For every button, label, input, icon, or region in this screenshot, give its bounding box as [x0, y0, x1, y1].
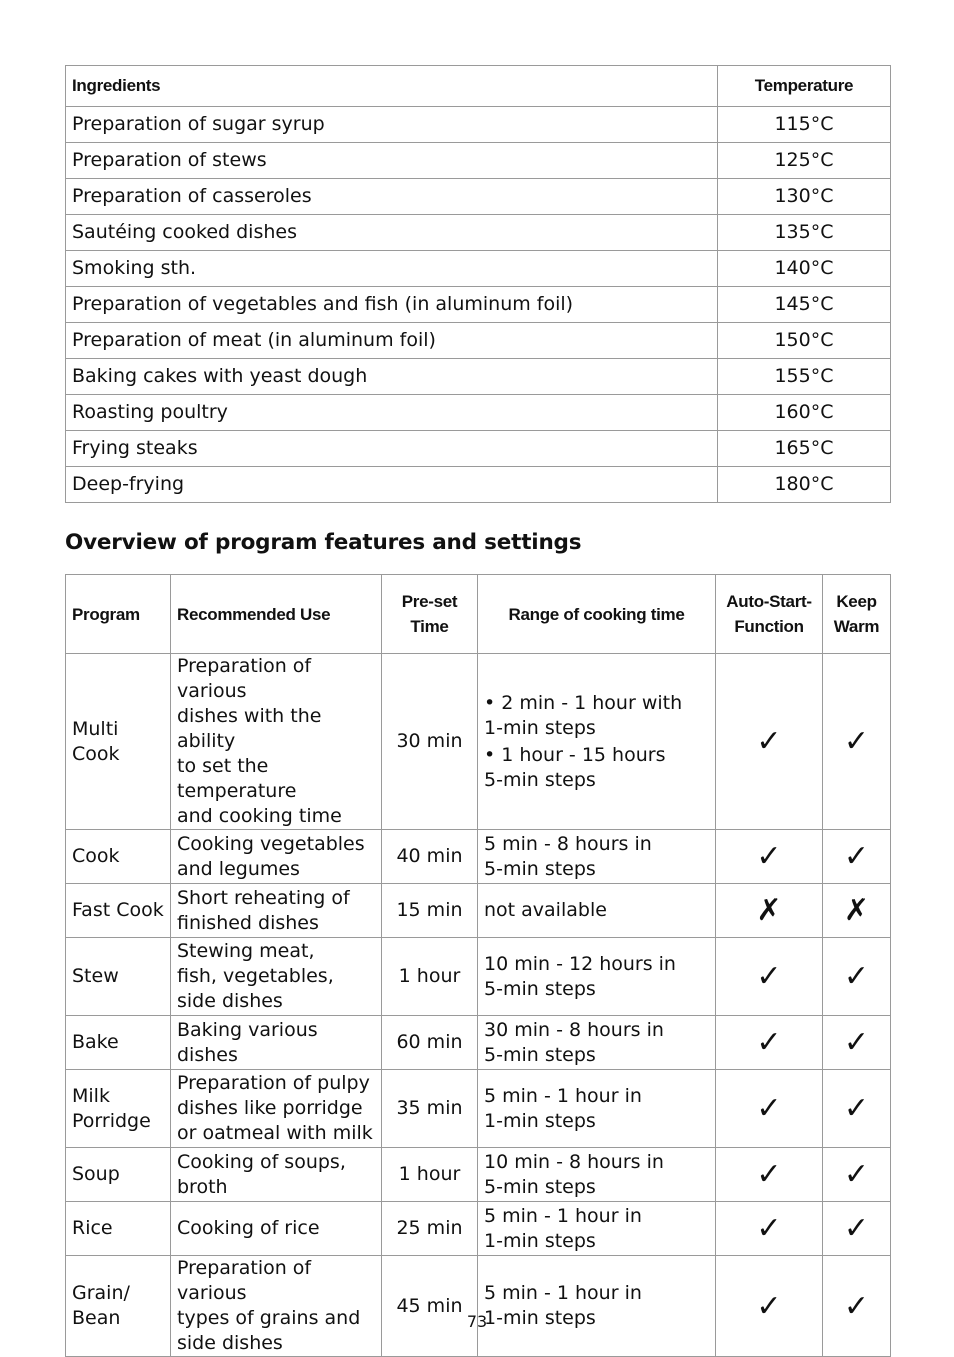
temperature-cell: 165°C: [718, 431, 891, 467]
program-cell: [66, 1256, 171, 1357]
header-keep-warm-line: Warm: [833, 617, 880, 636]
use-cell: [171, 654, 382, 830]
program-cell: Fast Cook: [66, 884, 171, 938]
use-cell: [171, 938, 382, 1016]
table-row: [66, 251, 891, 287]
table-row: [66, 938, 891, 1016]
cross-icon: ✗: [716, 884, 823, 938]
header-preset-line: Pre-set: [401, 592, 458, 611]
use-line: and legumes: [177, 857, 300, 880]
range-cell: [478, 938, 716, 1016]
check-icon: ✓: [823, 1256, 891, 1357]
range-line: 10 min - 12 hours in: [484, 952, 676, 975]
range-cell: [478, 1256, 716, 1357]
temperature-cell: 130°C: [718, 179, 891, 215]
time-cell: 25 min: [382, 1202, 478, 1256]
table-row: [66, 1070, 891, 1148]
header-keep-warm-line: Keep: [836, 592, 877, 611]
table-row: [66, 143, 891, 179]
check-icon: ✓: [823, 938, 891, 1016]
temperature-cell: 125°C: [718, 143, 891, 179]
time-cell: 60 min: [382, 1016, 478, 1070]
range-line: 5 min - 1 hour in: [484, 1282, 642, 1304]
range-cell: [478, 654, 716, 830]
use-line: dishes like porridge: [177, 1097, 363, 1119]
range-line: 5-min steps: [484, 768, 596, 791]
ingredient-cell: Preparation of meat (in aluminum foil): [66, 323, 718, 359]
program-cell: Rice: [66, 1202, 171, 1256]
range-line: 1-min steps: [484, 716, 596, 739]
temperature-cell: 160°C: [718, 395, 891, 431]
ingredient-cell: Sautéing cooked dishes: [66, 215, 718, 251]
use-line: Preparation of various: [177, 655, 312, 702]
table-row: [66, 179, 891, 215]
table-row: [66, 1016, 891, 1070]
program-cell: [66, 1070, 171, 1148]
use-line: fish, vegetables,: [177, 965, 334, 987]
header-auto-start-line: Auto-Start-: [726, 592, 812, 611]
table-row: [66, 215, 891, 251]
time-cell: 30 min: [382, 654, 478, 830]
program-cell: Soup: [66, 1148, 171, 1202]
program-line: Bean: [72, 1307, 121, 1329]
table-row: [66, 395, 891, 431]
range-line: 5-min steps: [484, 1043, 596, 1066]
program-line: Cook: [72, 742, 120, 765]
use-cell: [171, 1070, 382, 1148]
use-line: types of grains and: [177, 1307, 361, 1329]
use-line: and cooking time: [177, 805, 342, 827]
range-cell: not available: [478, 884, 716, 938]
check-icon: ✓: [823, 1202, 891, 1256]
program-table-header: [66, 575, 891, 654]
use-line: finished dishes: [177, 911, 319, 934]
ingredient-cell: Preparation of vegetables and fish (in aluminum foil): [66, 287, 718, 323]
use-cell: Cooking of rice: [171, 1202, 382, 1256]
time-cell: 35 min: [382, 1070, 478, 1148]
use-cell: [171, 1148, 382, 1202]
ingredient-cell: Deep-frying: [66, 467, 718, 503]
header-keep-warm: [823, 575, 891, 654]
range-line: 30 min - 8 hours in: [484, 1018, 664, 1041]
check-icon: ✓: [716, 1256, 823, 1357]
range-line: • 1 hour - 15 hours: [484, 743, 666, 766]
check-icon: ✓: [716, 654, 823, 830]
program-line: Milk: [72, 1084, 110, 1107]
range-line: 1-min steps: [484, 1307, 596, 1329]
check-icon: ✓: [823, 1070, 891, 1148]
cross-icon: ✗: [823, 884, 891, 938]
use-line: broth: [177, 1175, 228, 1198]
range-cell: [478, 1148, 716, 1202]
table-row: [66, 107, 891, 143]
range-line: 5 min - 1 hour in: [484, 1204, 642, 1227]
range-line: 1-min steps: [484, 1229, 596, 1252]
check-icon: ✓: [716, 830, 823, 884]
check-icon: ✓: [716, 938, 823, 1016]
check-icon: ✓: [716, 1016, 823, 1070]
use-line: Preparation of pulpy: [177, 1072, 370, 1094]
table-row: [66, 830, 891, 884]
range-line: 5 min - 8 hours in: [484, 832, 652, 855]
ingredient-cell: Preparation of casseroles: [66, 179, 718, 215]
range-bullet: [484, 743, 709, 793]
use-cell: [171, 1256, 382, 1357]
ingredient-cell: Roasting poultry: [66, 395, 718, 431]
program-line: Multi: [72, 717, 119, 740]
use-cell: [171, 884, 382, 938]
table-row: [66, 323, 891, 359]
use-line: Stewing meat,: [177, 940, 315, 962]
temperature-cell: 135°C: [718, 215, 891, 251]
ingredient-cell: Smoking sth.: [66, 251, 718, 287]
ingredient-cell: Preparation of stews: [66, 143, 718, 179]
header-program: Program: [66, 575, 171, 654]
range-line: 5-min steps: [484, 1175, 596, 1198]
time-cell: 40 min: [382, 830, 478, 884]
table-row: [66, 1256, 891, 1357]
range-cell: [478, 1016, 716, 1070]
table-row: [66, 1202, 891, 1256]
header-preset-time: [382, 575, 478, 654]
use-cell: Baking various dishes: [171, 1016, 382, 1070]
check-icon: ✓: [823, 1016, 891, 1070]
table-row: [66, 467, 891, 503]
range-line: 5 min - 1 hour in: [484, 1084, 642, 1107]
use-line: or oatmeal with milk: [177, 1122, 373, 1144]
program-cell: Bake: [66, 1016, 171, 1070]
temperature-cell: 115°C: [718, 107, 891, 143]
section-title: Overview of program features and settings: [65, 530, 582, 555]
range-line: • 2 min - 1 hour with: [484, 691, 683, 714]
header-auto-start-line: Function: [734, 617, 804, 636]
table-row: [66, 431, 891, 467]
temperature-table: [65, 65, 891, 503]
program-cell: [66, 654, 171, 830]
use-line: dishes with the ability: [177, 705, 322, 752]
table-row: [66, 287, 891, 323]
check-icon: ✓: [823, 1148, 891, 1202]
ingredient-cell: Preparation of sugar syrup: [66, 107, 718, 143]
header-ingredients: Ingredients: [66, 66, 718, 107]
range-line: 10 min - 8 hours in: [484, 1150, 664, 1173]
time-cell: 1 hour: [382, 938, 478, 1016]
ingredient-cell: Frying steaks: [66, 431, 718, 467]
program-line: Porridge: [72, 1109, 151, 1132]
time-cell: 1 hour: [382, 1148, 478, 1202]
table-row: [66, 654, 891, 830]
use-line: Cooking of soups,: [177, 1150, 346, 1173]
use-line: side dishes: [177, 990, 283, 1012]
range-cell: [478, 830, 716, 884]
temperature-cell: 145°C: [718, 287, 891, 323]
table-row: [66, 359, 891, 395]
header-range: Range of cooking time: [478, 575, 716, 654]
temperature-cell: 150°C: [718, 323, 891, 359]
header-preset-line: Time: [410, 617, 449, 636]
header-temperature: Temperature: [718, 66, 891, 107]
check-icon: ✓: [716, 1070, 823, 1148]
use-cell: [171, 830, 382, 884]
use-line: to set the temperature: [177, 755, 297, 802]
table-row: [66, 884, 891, 938]
check-icon: ✓: [823, 830, 891, 884]
time-cell: 15 min: [382, 884, 478, 938]
table-row: [66, 1148, 891, 1202]
program-line: Grain/: [72, 1282, 130, 1304]
header-auto-start: [716, 575, 823, 654]
check-icon: ✓: [823, 654, 891, 830]
use-line: Cooking vegetables: [177, 832, 365, 855]
range-cell: [478, 1070, 716, 1148]
range-line: 5-min steps: [484, 977, 596, 1000]
ingredient-cell: Baking cakes with yeast dough: [66, 359, 718, 395]
program-cell: Cook: [66, 830, 171, 884]
time-cell: 45 min: [382, 1256, 478, 1357]
use-line: Short reheating of: [177, 886, 350, 909]
program-cell: Stew: [66, 938, 171, 1016]
range-line: 5-min steps: [484, 857, 596, 880]
temperature-cell: 155°C: [718, 359, 891, 395]
range-cell: [478, 1202, 716, 1256]
temperature-cell: 140°C: [718, 251, 891, 287]
use-line: side dishes: [177, 1332, 283, 1354]
header-recommended-use: Recommended Use: [171, 575, 382, 654]
range-line: 1-min steps: [484, 1109, 596, 1132]
check-icon: ✓: [716, 1202, 823, 1256]
temperature-table-header: [66, 66, 891, 107]
range-bullet: [484, 691, 709, 741]
check-icon: ✓: [716, 1148, 823, 1202]
temperature-cell: 180°C: [718, 467, 891, 503]
use-line: Preparation of various: [177, 1257, 312, 1304]
program-table: [65, 574, 891, 1357]
page-number: 73: [466, 1312, 488, 1331]
